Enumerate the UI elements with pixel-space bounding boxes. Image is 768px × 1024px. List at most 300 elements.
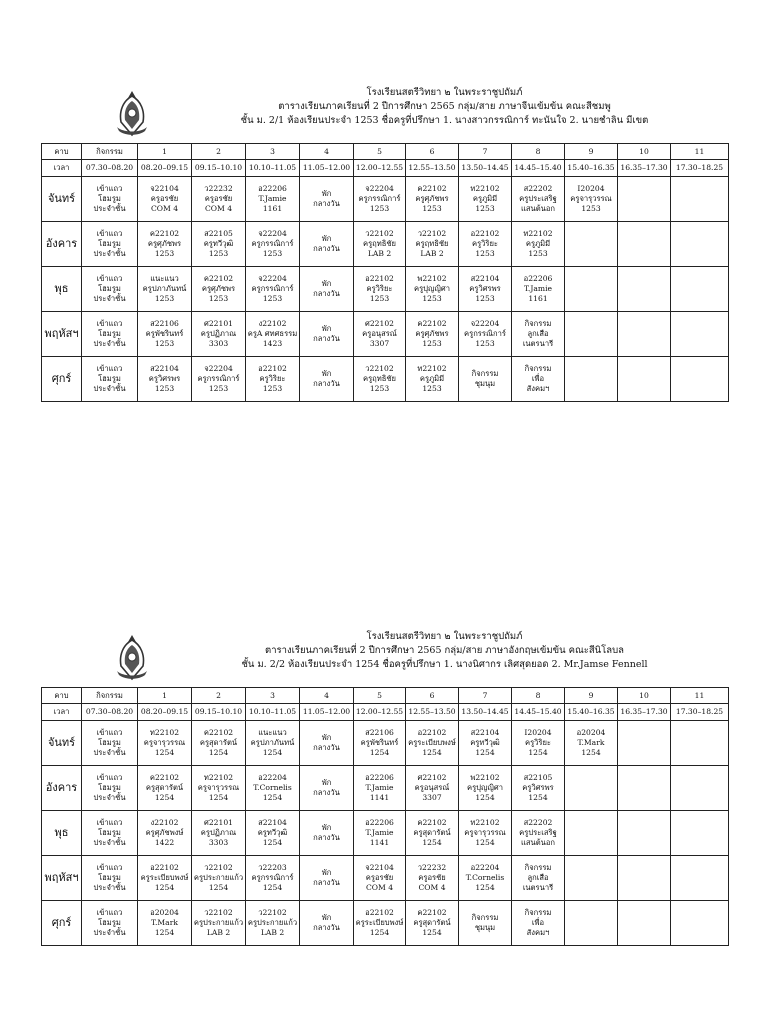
cell-line: พัก [321, 369, 332, 378]
cell-line: จ22204 [365, 184, 394, 193]
cell-line: ครูกรรณิการ์ [197, 374, 240, 383]
cell-line: ครูพัชรินทร์ [145, 329, 184, 338]
cell-line: จ22204 [470, 319, 500, 328]
class-cell [618, 766, 671, 811]
day-name: ศุกร์ [42, 901, 82, 946]
cell-line: ท22102 [470, 818, 500, 827]
class-cell [618, 267, 671, 312]
class-cell [565, 177, 618, 222]
cell-line: พ22102 [470, 773, 500, 782]
cell-line: ลูกเสือ [527, 329, 549, 338]
time-row [42, 160, 729, 177]
cell-line: LAB 2 [206, 928, 231, 937]
class-cell [246, 766, 300, 811]
class-cell [354, 901, 406, 946]
cell-line: ว22102 [258, 908, 287, 917]
cell-line: ครูวิริยะ [524, 738, 552, 747]
cell-line: ส22104 [258, 818, 287, 827]
cell-line: ครูประเสริฐ [519, 828, 557, 837]
class-cell [406, 267, 459, 312]
class-cell [138, 357, 192, 402]
class-cell [138, 901, 192, 946]
cell-line: ครูศุภัชพร [415, 194, 449, 203]
time-cell: 17.30–18.25 [671, 160, 729, 177]
class-cell [459, 901, 512, 946]
school-crest-icon [113, 89, 151, 139]
cell-line: แนะแนว [258, 728, 287, 737]
cell-line: ครูวิริยะ [366, 284, 393, 293]
cell-line: จ22204 [258, 274, 287, 283]
class-cell [565, 312, 618, 357]
cell-line: ครูประกายแก้ว [193, 873, 244, 882]
class-cell [354, 357, 406, 402]
cell-line: โฮมรูม [98, 738, 121, 747]
period-header: 6 [406, 144, 459, 160]
period-header: 7 [459, 688, 512, 704]
time-label: เวลา [42, 704, 82, 721]
cell-line: เข้าแถว [96, 728, 123, 737]
cell-line: กลางวัน [313, 923, 340, 932]
cell-line: 1253 [154, 384, 175, 393]
cell-line: 1253 [262, 384, 283, 393]
period-header: 10 [618, 144, 671, 160]
cell-line: โฮมรูม [98, 873, 121, 882]
cell-line: ครูประเสริฐ [519, 194, 557, 203]
cell-line: ครูศุภัชพงษ์ [145, 828, 184, 837]
class-cell [138, 222, 192, 267]
cell-line: ประจำชั้น [93, 384, 126, 393]
class-cell [82, 357, 138, 402]
class-cell [406, 766, 459, 811]
cell-line: อ20204 [576, 728, 606, 737]
cell-line: ครูระเบียบพงษ์ [355, 918, 404, 927]
time-cell: 08.20–09.15 [138, 704, 192, 721]
cell-line: กิจกรรม [524, 863, 552, 872]
class-cell [406, 901, 459, 946]
cell-line: อ22206 [365, 773, 394, 782]
school-name: โรงเรียนสตรีวิทยา ๒ ในพระราชูปถัมภ์ [366, 87, 523, 98]
time-cell: 16.35–17.30 [618, 704, 671, 721]
class-info: ชั้น ม. 2/2 ห้องเรียนประจำ 1254 ชื่อครูที่ปรึกษา 1. นางนิศากร เลิศสุดยอด 2. Mr.Jamse Fennell [241, 659, 648, 670]
class-cell [406, 177, 459, 222]
cell-line: ส22105 [204, 229, 233, 238]
cell-line: ส22202 [523, 184, 553, 193]
period-header: คาบ [42, 144, 82, 160]
cell-line: 1253 [262, 294, 283, 303]
cell-line: ครูศุภัชพร [201, 284, 236, 293]
period-header: คาบ [42, 688, 82, 704]
cell-line: อ22206 [258, 184, 287, 193]
class-cell [565, 357, 618, 402]
cell-line: ครูภูมิมี [419, 374, 445, 383]
class-cell [512, 312, 565, 357]
class-cell [300, 177, 354, 222]
day-name: พฤหัสฯ [42, 312, 82, 357]
cell-line: อ20204 [150, 908, 179, 917]
cell-line: ว22102 [204, 863, 233, 872]
day-name: จันทร์ [42, 177, 82, 222]
cell-line: ครูฤทธิชัย [362, 374, 396, 383]
time-cell: 10.10–11.05 [246, 160, 300, 177]
cell-line: จ22204 [204, 364, 233, 373]
class-cell [565, 811, 618, 856]
class-cell [618, 721, 671, 766]
cell-line: 1254 [369, 748, 390, 757]
class-cell [671, 222, 729, 267]
day-name: จันทร์ [42, 721, 82, 766]
cell-line: กิจกรรม [471, 913, 499, 922]
cell-line: กิจกรรม [524, 364, 552, 373]
class-cell [354, 267, 406, 312]
cell-line: 1254 [208, 793, 229, 802]
cell-line: กลางวัน [313, 334, 340, 343]
class-cell [512, 766, 565, 811]
term-title: ตารางเรียนภาคเรียนที่ 2 ปีการศึกษา 2565 กลุ่ม/สาย ภาษาอังกฤษเข้มข้น คณะสีนิโลบล [265, 645, 624, 656]
cell-line: 1253 [369, 294, 390, 303]
cell-line: T.Jamie [365, 783, 394, 792]
timetable [41, 143, 729, 402]
class-cell [246, 312, 300, 357]
cell-line: ค22102 [417, 908, 447, 917]
cell-line: T.Mark [577, 738, 605, 747]
cell-line: ท22102 [203, 773, 234, 782]
cell-line: 1254 [422, 748, 442, 757]
cell-line: เพื่อ [531, 374, 545, 383]
class-cell [138, 811, 192, 856]
cell-line: สังคมฯ [526, 928, 550, 937]
class-cell [459, 721, 512, 766]
day-row [42, 901, 729, 946]
period-header: 2 [192, 688, 246, 704]
period-header: 5 [354, 144, 406, 160]
cell-line: ครูวิริยะ [471, 239, 499, 248]
cell-line: I20204 [577, 184, 605, 193]
cell-line: 1253 [475, 339, 495, 348]
class-cell [300, 901, 354, 946]
class-cell [300, 357, 354, 402]
schedule-header [41, 86, 728, 141]
cell-line: ประจำชั้น [93, 294, 126, 303]
cell-line: 1254 [154, 883, 175, 892]
period-header: 10 [618, 688, 671, 704]
class-cell [618, 901, 671, 946]
cell-line: สังคมฯ [526, 384, 550, 393]
cell-line: LAB 2 [260, 928, 285, 937]
class-cell [300, 811, 354, 856]
cell-line: อ22102 [417, 728, 447, 737]
cell-line: 1254 [262, 793, 283, 802]
class-cell [82, 177, 138, 222]
class-cell [618, 222, 671, 267]
cell-line: 1254 [422, 928, 442, 937]
day-row [42, 177, 729, 222]
cell-line: 1253 [581, 204, 601, 213]
cell-line: ส22104 [470, 274, 500, 283]
cell-line: โฮมรูม [98, 828, 121, 837]
period-header: กิจกรรม [82, 144, 138, 160]
cell-line: พัก [321, 733, 332, 742]
cell-line: ครูสุดารัตน์ [145, 783, 184, 792]
class-cell [192, 901, 246, 946]
cell-line: ครูอนุสรณ์ [414, 783, 450, 792]
header-lines [161, 630, 728, 672]
class-cell [82, 856, 138, 901]
class-cell [671, 312, 729, 357]
cell-line: ประจำชั้น [93, 838, 126, 847]
cell-line: ประจำชั้น [93, 339, 126, 348]
cell-line: COM 4 [418, 883, 446, 892]
cell-line: T.Jamie [258, 194, 287, 203]
cell-line: ครูประกายแก้ว [247, 918, 298, 927]
cell-line: พัก [321, 324, 332, 333]
cell-line: กลางวัน [313, 833, 340, 842]
class-cell [354, 721, 406, 766]
day-name: พุธ [42, 811, 82, 856]
cell-line: 1254 [208, 748, 229, 757]
period-header: 3 [246, 688, 300, 704]
cell-line: 3303 [208, 339, 229, 348]
cell-line: ค22102 [417, 184, 447, 193]
cell-line: 1253 [154, 339, 175, 348]
cell-line: ครูศุภัชพร [415, 329, 449, 338]
cell-line: 1254 [262, 883, 283, 892]
cell-line: ครูพัชรินทร์ [360, 738, 399, 747]
cell-line: 1254 [422, 838, 442, 847]
cell-line: โฮมรูม [98, 329, 121, 338]
cell-line: ครูกรรณิการ์ [358, 194, 401, 203]
class-cell [406, 357, 459, 402]
cell-line: 1141 [369, 838, 390, 847]
school-crest-icon [113, 633, 151, 683]
cell-line: ส22202 [523, 818, 553, 827]
time-cell: 09.15–10.10 [192, 160, 246, 177]
cell-line: ว22102 [204, 908, 233, 917]
class-cell [82, 901, 138, 946]
cell-line: เข้าแถว [96, 364, 123, 373]
period-header: 3 [246, 144, 300, 160]
cell-line: ว22203 [258, 863, 287, 872]
cell-line: ครูระเบียบพงษ์ [140, 873, 189, 882]
cell-line: ครูอรชัย [418, 873, 446, 882]
cell-line: ครูกรรณิการ์ [251, 284, 294, 293]
time-cell: 12.55–13.50 [406, 704, 459, 721]
cell-line: พัก [321, 823, 332, 832]
cell-line: ครูสุดารัตน์ [413, 828, 451, 837]
cell-line: 1253 [208, 249, 229, 258]
cell-line: ครูกรรณิการ์ [251, 873, 294, 882]
cell-line: ครูประกายแก้ว [193, 918, 244, 927]
cell-line: 1253 [475, 294, 495, 303]
class-info: ชั้น ม. 2/1 ห้องเรียนประจำ 1253 ชื่อครูที่ปรึกษา 1. นางสาวกรรณิการ์ ทะนันใจ 2. นายชำลิน มีเขต [240, 115, 649, 126]
class-cell [354, 177, 406, 222]
cell-line: เข้าแถว [96, 773, 123, 782]
cell-line: 1253 [422, 339, 442, 348]
time-cell: 12.55–13.50 [406, 160, 459, 177]
class-cell [671, 721, 729, 766]
class-cell [192, 856, 246, 901]
cell-line: ครูฤทธิชัย [415, 239, 449, 248]
period-header: 1 [138, 144, 192, 160]
class-cell [459, 312, 512, 357]
cell-line: 1254 [475, 838, 495, 847]
day-row [42, 222, 729, 267]
cell-line: LAB 2 [367, 249, 392, 258]
period-header: 9 [565, 144, 618, 160]
cell-line: แสนต้นอก [520, 204, 555, 213]
cell-line: 1254 [475, 883, 495, 892]
class-cell [671, 766, 729, 811]
cell-line: เข้าแถว [96, 818, 123, 827]
cell-line: กิจกรรม [524, 319, 552, 328]
time-cell: 17.30–18.25 [671, 704, 729, 721]
cell-line: 1253 [422, 384, 442, 393]
day-row [42, 721, 729, 766]
cell-line: เข้าแถว [96, 184, 123, 193]
class-cell [300, 856, 354, 901]
day-name: ศุกร์ [42, 357, 82, 402]
cell-line: โฮมรูม [98, 374, 121, 383]
class-cell [671, 177, 729, 222]
period-header: 4 [300, 144, 354, 160]
class-cell [354, 312, 406, 357]
cell-line: ง22102 [258, 319, 287, 328]
day-row [42, 856, 729, 901]
cell-line: เข้าแถว [96, 908, 123, 917]
cell-line: 3307 [369, 339, 390, 348]
cell-line: กิจกรรม [524, 908, 552, 917]
period-header: กิจกรรม [82, 688, 138, 704]
header-lines [161, 86, 728, 128]
cell-line: 1253 [475, 249, 495, 258]
day-row [42, 811, 729, 856]
cell-line: ลูกเสือ [527, 873, 549, 882]
cell-line: ครูวิศรพร [148, 374, 181, 383]
period-header: 2 [192, 144, 246, 160]
cell-line: พัก [321, 868, 332, 877]
cell-line: ประจำชั้น [93, 748, 126, 757]
cell-line: T.Mark [151, 918, 178, 927]
cell-line: 1254 [154, 928, 175, 937]
cell-line: ครูวิศรพร [469, 284, 501, 293]
cell-line: ครูวิศรพร [522, 783, 554, 792]
cell-line: LAB 2 [420, 249, 444, 258]
cell-line: ประจำชั้น [93, 928, 126, 937]
time-cell: 09.15–10.10 [192, 704, 246, 721]
class-cell [192, 811, 246, 856]
class-cell [459, 267, 512, 312]
cell-line: ศ22101 [204, 319, 233, 328]
class-cell [82, 721, 138, 766]
period-header: 9 [565, 688, 618, 704]
cell-line: 1253 [422, 204, 442, 213]
time-cell: 07.30–08.20 [82, 160, 138, 177]
cell-line: ครูกรรณิการ์ [251, 239, 294, 248]
cell-line: 1253 [154, 294, 175, 303]
cell-line: ครูจารุวรรณ [143, 738, 186, 747]
class-cell [354, 856, 406, 901]
class-cell [512, 856, 565, 901]
cell-line: 1253 [475, 204, 495, 213]
period-header: 1 [138, 688, 192, 704]
class-cell [354, 766, 406, 811]
class-cell [354, 811, 406, 856]
cell-line: ครูจารุวรรณ [197, 783, 240, 792]
cell-line: ครูอนุสรณ์ [362, 329, 397, 338]
period-header: 8 [512, 688, 565, 704]
cell-line: T.Jamie [365, 828, 394, 837]
class-cell [246, 357, 300, 402]
cell-line: ครูจารุวรรณ [464, 828, 506, 837]
cell-line: ครูสุดารัตน์ [199, 738, 238, 747]
cell-line: 1253 [422, 294, 442, 303]
class-cell [406, 222, 459, 267]
time-cell: 12.00–12.55 [354, 160, 406, 177]
cell-line: กิจกรรม [471, 369, 499, 378]
class-cell [618, 312, 671, 357]
class-cell [246, 267, 300, 312]
cell-line: ท22102 [523, 229, 553, 238]
class-cell [406, 856, 459, 901]
cell-line: ส22106 [365, 728, 394, 737]
class-cell [512, 901, 565, 946]
cell-line: 1141 [369, 793, 390, 802]
cell-line: อ22206 [523, 274, 553, 283]
cell-line: ว22102 [365, 229, 394, 238]
cell-line: I20204 [524, 728, 552, 737]
day-row [42, 267, 729, 312]
cell-line: 1254 [369, 928, 390, 937]
cell-line: 1254 [208, 883, 229, 892]
cell-line: ครูA ศทศธรรม [247, 329, 298, 338]
cell-line: ท22102 [470, 184, 500, 193]
cell-line: เข้าแถว [96, 319, 123, 328]
class-cell [671, 901, 729, 946]
cell-line: 1254 [475, 793, 495, 802]
class-cell [192, 357, 246, 402]
class-cell [671, 856, 729, 901]
cell-line: แนะแนว [150, 274, 179, 283]
cell-line: T.Jamie [523, 284, 553, 293]
class-cell [671, 811, 729, 856]
cell-line: อ22204 [258, 773, 287, 782]
cell-line: T.Cornelis [253, 783, 292, 792]
class-cell [82, 811, 138, 856]
cell-line: ศ22102 [417, 773, 447, 782]
period-header: 6 [406, 688, 459, 704]
class-cell [138, 177, 192, 222]
cell-line: 1254 [475, 748, 495, 757]
cell-line: เข้าแถว [96, 863, 123, 872]
cell-line: ชุมนุม [474, 923, 496, 932]
class-cell [246, 901, 300, 946]
cell-line: ครูปภาภันทน์ [250, 738, 295, 747]
cell-line: ส22106 [150, 319, 179, 328]
class-cell [512, 222, 565, 267]
class-cell [192, 222, 246, 267]
class-cell [138, 267, 192, 312]
class-cell [459, 856, 512, 901]
class-cell [406, 721, 459, 766]
cell-line: ครูทวีวุฒิ [257, 828, 288, 837]
class-cell [138, 312, 192, 357]
cell-line: กลางวัน [313, 379, 340, 388]
class-cell [300, 312, 354, 357]
cell-line: พ22102 [417, 274, 447, 283]
cell-line: 1254 [262, 838, 283, 847]
day-name: อังคาร [42, 766, 82, 811]
cell-line: พัก [321, 778, 332, 787]
cell-line: พัก [321, 913, 332, 922]
